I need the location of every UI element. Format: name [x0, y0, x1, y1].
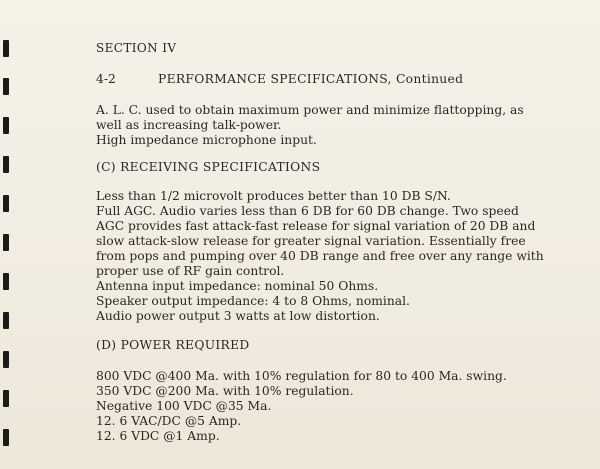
power-line: 350 VDC @200 Ma. with 10% regulation. — [96, 384, 354, 398]
binder-hole — [3, 195, 9, 212]
intro-line: A. L. C. used to obtain maximum power and minimize flattopping, as — [96, 103, 524, 117]
heading-title: PERFORMANCE SPECIFICATIONS, Continued — [158, 72, 464, 86]
power-title: (D) POWER REQUIRED — [96, 338, 250, 352]
receiving-line: Speaker output impedance: 4 to 8 Ohms, nominal. — [96, 294, 410, 308]
power-line: 12. 6 VDC @1 Amp. — [96, 429, 220, 443]
binder-hole — [3, 351, 9, 368]
section-label: SECTION IV — [96, 41, 177, 55]
binder-hole — [3, 78, 9, 95]
binder-hole — [3, 273, 9, 290]
receiving-line: Audio power output 3 watts at low distortion. — [96, 309, 380, 323]
receiving-title: (C) RECEIVING SPECIFICATIONS — [96, 160, 321, 174]
power-line: 12. 6 VAC/DC @5 Amp. — [96, 414, 242, 428]
binder-hole — [3, 40, 9, 57]
binder-hole — [3, 156, 9, 173]
binder-hole — [3, 390, 9, 407]
heading-number: 4-2 — [96, 72, 116, 86]
binder-holes — [0, 0, 14, 469]
binder-hole — [3, 234, 9, 251]
binder-hole — [3, 312, 9, 329]
receiving-line: proper use of RF gain control. — [96, 264, 285, 278]
receiving-line: slow attack-slow release for greater signal variation. Essentially free — [96, 234, 526, 248]
power-line: 800 VDC @400 Ma. with 10% regulation for 80 to 400 Ma. swing. — [96, 369, 507, 383]
binder-hole — [3, 117, 9, 134]
receiving-line: Less than 1/2 microvolt produces better than 10 DB S/N. — [96, 189, 451, 203]
receiving-line: AGC provides fast attack-fast release for signal variation of 20 DB and — [96, 219, 536, 233]
section-heading — [96, 72, 463, 88]
power-line: Negative 100 VDC @35 Ma. — [96, 399, 272, 413]
binder-hole — [3, 429, 9, 446]
intro-line: well as increasing talk-power. — [96, 118, 282, 132]
receiving-line: from pops and pumping over 40 DB range and free over any range with — [96, 249, 544, 263]
intro-line: High impedance microphone input. — [96, 133, 317, 147]
receiving-line: Full AGC. Audio varies less than 6 DB for 60 DB change. Two speed — [96, 204, 519, 218]
receiving-line: Antenna input impedance: nominal 50 Ohms. — [96, 279, 379, 293]
